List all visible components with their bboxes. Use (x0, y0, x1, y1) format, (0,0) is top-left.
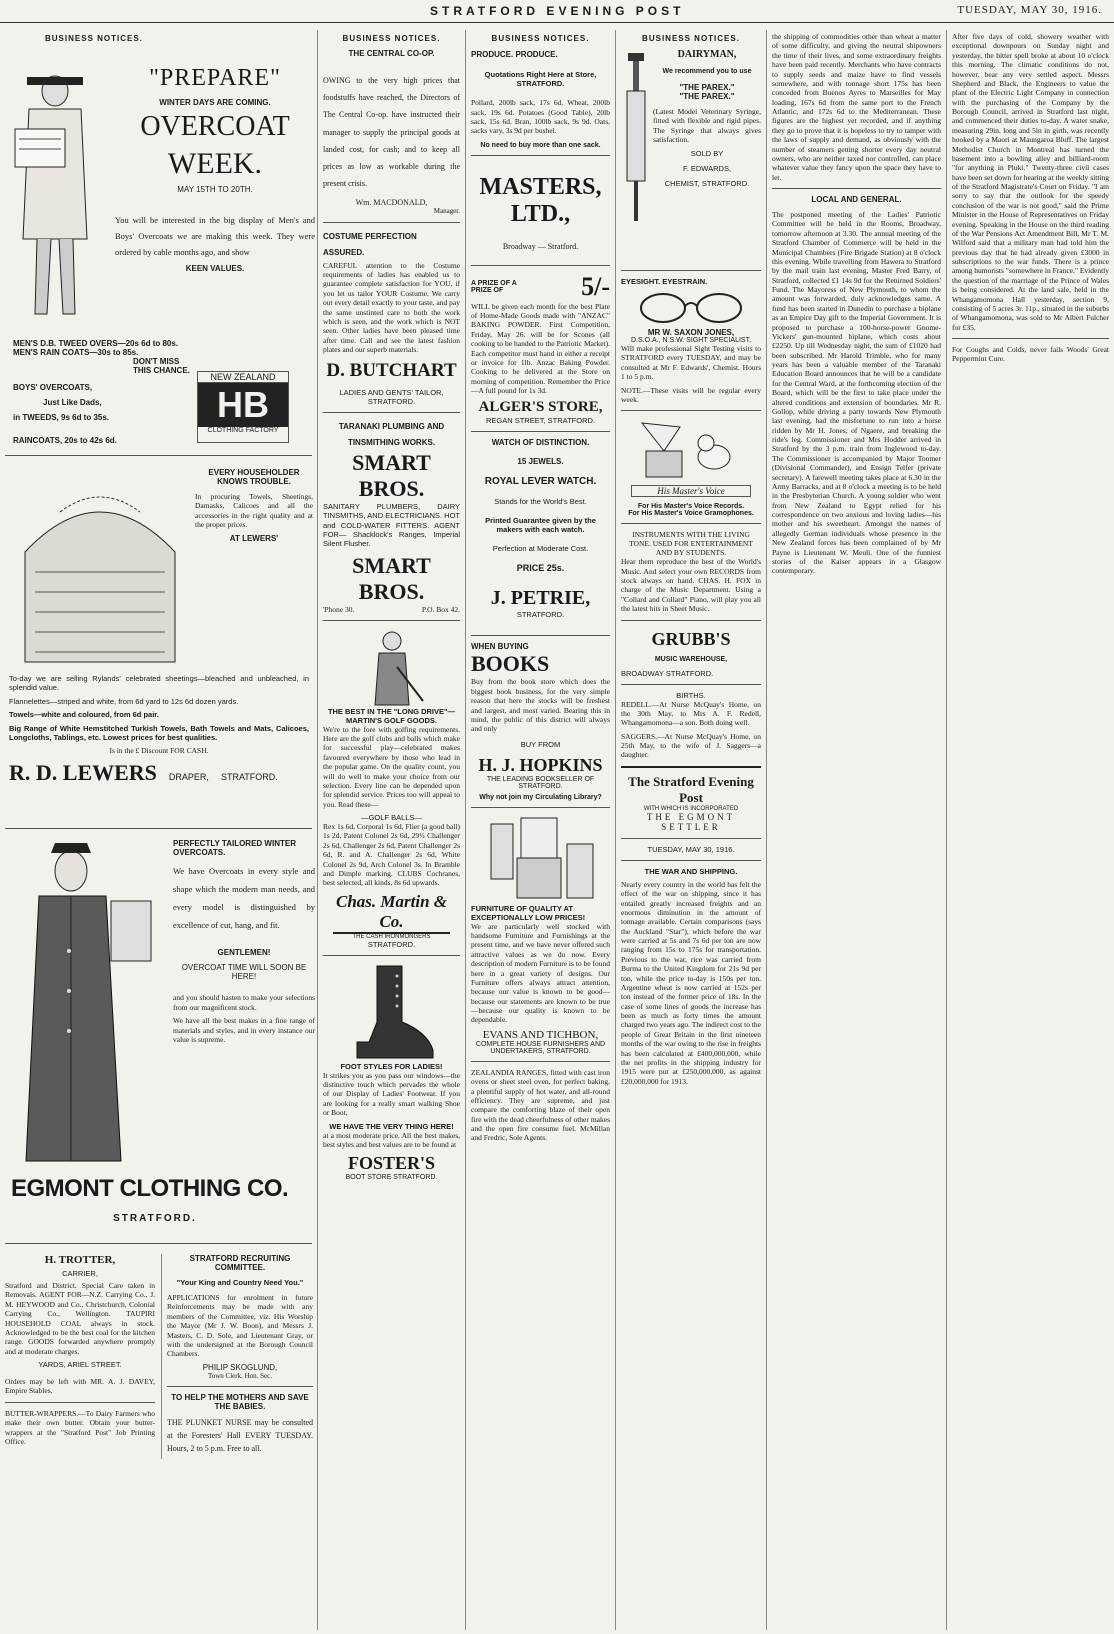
sold-by: SOLD BY (690, 148, 724, 158)
recommend: We recommend you to use (662, 68, 752, 75)
fosters-sub: BOOT STORE STRATFORD. (345, 1174, 438, 1182)
saxon-sub: D.S.O.A., N.S.W. SIGHT SPECIALIST, (630, 337, 752, 344)
produce-list: Pollard, 200lb sack, 17s 6d. Wheat, 200lb sack, 19s 6d. Potatoes (Good Table), 20lb sack, 15s 6d. Bran, 100lb sack, 9s 9d. Oats, sacks vary, 3s 9d per bushel. (471, 98, 610, 136)
smart-bros-2: SMART BROS. (352, 552, 431, 604)
paper-date: TUESDAY, MAY 30, 1916. (647, 844, 735, 854)
golf-balls-heading: —GOLF BALLS— (361, 813, 422, 823)
overcoat-time: OVERCOAT TIME WILL SOON BE HERE! (181, 963, 307, 982)
price-line-6: in TWEEDS, 9s 6d to 35s. (13, 413, 110, 422)
masters-ltd: LTD., (510, 200, 571, 227)
price-line-4: BOYS' OVERCOATS, (13, 383, 93, 392)
plunket-body: THE PLUNKET NURSE may be consulted at the Foresters' Hall EVERY TUESDAY. Hours, 2 to 5 p.m. Free to all. (167, 1418, 313, 1453)
evans-sub: COMPLETE HOUSE FURNISHERS AND UNDERTAKERS, STRATFORD. (475, 1040, 606, 1055)
prepare-heading: "PREPARE" (149, 65, 281, 91)
recruiting-ad (161, 1254, 313, 1459)
watch-jewels: 15 JEWELS. (517, 457, 564, 467)
masthead-title: STRATFORD EVENING POST (430, 4, 685, 18)
column-3 (466, 30, 616, 1630)
edwards-name: F. EDWARDS, (682, 163, 732, 173)
householder-heading: EVERY HOUSEHOLDER KNOWS TROUBLE. (208, 468, 300, 486)
eyesight-heading: EYESIGHT. EYESTRAIN. (621, 277, 708, 286)
war-shipping-title: THE WAR AND SHIPPING. (644, 866, 738, 876)
butter-wrappers: BUTTER-WRAPPERS.—To Dairy Farmers who make their own butter. Obtain your butter-wrappers at the "Stratford Post" Job Printing Office. (5, 1408, 155, 1446)
masters-name: MASTERS, (479, 173, 602, 200)
parex-1: "THE PAREX." (679, 83, 735, 92)
watch-perfection: Perfection at Moderate Cost. (492, 544, 589, 554)
man-in-overcoat-illustration (11, 841, 186, 1171)
paper-name: The Stratford Evening Post (628, 773, 754, 805)
local-general-body: The postponed meeting of the Ladies' Patriotic Committee will be held in the Rooms, Broadway, tomorrow afternoon at 3.30. The annual meeting of the Stratford Chamber of Commerce will be held in the Municipal Chambers (Fire Brigade Station) at 8 o'clock this evening. While travelling from Hawera to Stratford by the mail train last evening, Master Fred Barry, of Stratford, collected £1 14s 9d for the Returned Soldiers' Fund. The Mayoress of New Plymouth, to whom the amount was forwarded, duly acknowledges same. A fund has been started in Dunedin to purchase a biplane as an Empire Day gift to the Imperial Government. It is proposed to purchase a 100-horse-power Gnome-Vickers' gun-mounted biplane, which costs about £2250. Up till Wednesday night, the sum of £1020 had been subscribed. Mr Harold Trimble, who for many years has been a valuable member of the Taranaki Education Board announces that he will be a candidate for the Central Ward, at the forthcoming election of the Board, which will be the first to take place under the altered conditions and extension of boundaries. Mr R. Gollop, while driving a party towards New Plymouth last evening, had the misfortune to run into a horse ridden by Mr H. Jones, of Ngaere, and breaking the ride's leg. Commissioner and Mrs Hodder arrived in Stratford by the 3 p.m. train from Inglewood to-day. The Commissioner is accompanied by Major Toomer (Divisional Commander), and Ensign Telfer (private secretary). A farewell meeting takes place at 6.30 in the Army Barracks, and at 8 o'clock a meeting is to be held in the Presbyterian Church. A young soldier who went from New Zealand to Egypt relied for his correspondence on two anxious and loving ladies—his mother and his sweetheart. Amongst the names of allegedly German individuals whose presence in the New Zealand forces has been complained of by Mr Payne is Lieutenant W. Meuli. One of the funniest stories of the Kaiser appears in a Glasgow contemporary. (772, 210, 941, 576)
smart-body: SANITARY PLUMBERS, DAIRY TINSMITHS, AND ELECTRICIANS. HOT and COLD-WATER FITTERS. AGENT FOR— Shacklock's Ranges, Imperial Silent Flusher. (323, 501, 460, 549)
column-4 (616, 30, 767, 1630)
masthead-date: TUESDAY, MAY 30, 1916. (957, 4, 1102, 16)
section-header: BUSINESS NOTICES. (342, 34, 441, 43)
no-need: No need to buy more than one sack. (480, 141, 601, 149)
ladies-boot-illustration (347, 962, 437, 1062)
recruit-title: STRATFORD RECRUITING COMMITTEE. (189, 1254, 291, 1272)
column-6-body: After five days of cold, showery weather with exceptional downpours on Sunday night and yesterday, the bitter spell broke at about 10 o'clock this morning. The climatic conditions do not, however, bear any very settled aspect. Messrs Shepherd and Black, the Engineers to value the plant of the Electric Light Company in connection with the purchasing of the Company by the Borough Council, arrived in Stratford last night, and commenced their duties to-day. A water snake, measuring 29in. long and 5in in girth, was recently hooked by a Maori at Maungaroa Bluff. The largest Methodist Church in Montreal has turned the basement into a bowling alley and billiard-room "for anything in Pluki." Twenty-three civil cases have been set down for hearing at the weekly sitting of the Stratford Magistrate's Court on Friday. "I am sorry to say that the outlook for the speedy conclusion of the war is not good," said the Prime Minister in the House of Representatives on Friday evening. Speaking in the House on the third reading of the War Pensions Act Amendment Bill, Mr T. M. Wilford said that a military man had told him the previous day that he had already given £3000 in subscriptions to the war funds. There is a prince among humorists "somewhere in France." Evidently the question of the marriage of the Prince of Wales is being considered. At the land sale, held in the Whangamomona Hall yesterday, section 9, consisting of 5 acres 3r. 11p., situated in the suburbs of Whangamomona, was sold to Mr Albert Fulcher for £35. (952, 32, 1109, 332)
books-body: Buy from the book store which does the biggest book business, for the very simple reason that here the stocks will be freshest and largest, and most varied. Bearing this in mind, the public of this district will always and only (471, 677, 610, 734)
lewers-draper: DRAPER, (168, 771, 209, 782)
trotter-body: Stratford and District. Special Care taken in Removals. AGENT FOR—N.Z. Carrying Co., J. M. HEYWOOD and Co., Christchurch, Colonial Carrying Co., Wellington. TAUPIRI HOUSEHOLD COAL always in stock. Acknowledged to be the best coal for the kitchen range. GOODS forwarded anywhere promptly and at moderate charges. (5, 1281, 155, 1356)
column-1 (0, 30, 318, 1630)
martin-logo: Chas. Martin & Co. (333, 892, 450, 934)
hmv-gramophones: For His Master's Voice Gramophones. (628, 510, 754, 518)
coop-sign: Wm. MACDONALD, (355, 198, 428, 208)
price-line-2: MEN'S RAIN COATS—30s to 85s. (13, 348, 139, 357)
parex-2: "THE PAREX." (679, 92, 735, 101)
algers-street: REGAN STREET, STRATFORD. (485, 416, 596, 426)
local-general-title: LOCAL AND GENERAL. (811, 195, 902, 204)
watch-price: PRICE 25s. (516, 563, 565, 574)
hasten-text: and you should hasten to make your selections from our magnificent stock. (173, 993, 315, 1012)
coop-body: OWING to the very high prices that foodstuffs have reached, the Directors of The Central Co-op. have instructed their manager to supply the principal goods at landed cost, for cash; and to keep all prices as low as workable during the present crisis. (323, 76, 460, 189)
golf-body: We're to the fore with golfing requirements. Here are the golf clubs and balls which make for successful play—celebrated makes favoured everywhere by those who lead in the popular game. On the quality count, you will do well to make your choice from our selection. Every line can be depended upon for splendid service. Prices too will appeal to you. Read these— (323, 724, 460, 809)
golf-title: THE BEST IN THE "LONG DRIVE"— MARTIN'S GOLF GOODS. (327, 706, 456, 725)
smart-bros-1: SMART BROS. (352, 449, 431, 501)
grubbs-broadway: BROADWAY STRATFORD. (621, 668, 714, 678)
edwards-chemist: CHEMIST, STRATFORD. (664, 178, 750, 188)
at-lewers: AT LEWERS' (229, 533, 279, 543)
recruit-sign: PHILIP SKOGLUND, (202, 1362, 278, 1372)
furniture-body: We are particularly well stocked with handsome Furniture and Furnishings at the present time, and we have never offered such attractive values as we do now. Every description of modern Furniture is to be found here in a great variety of designs. Our Furniture offers always attract attention, because our value is known to be good—because our statements are known to be true—because our quality is known to be dependable. (471, 921, 610, 1025)
column-5 (767, 30, 947, 1630)
lewers-line-5: Is in the £ Discount FOR CASH. (109, 746, 209, 756)
prize-amount: 5/- (581, 271, 610, 301)
furniture-title: FURNITURE OF QUALITY AT EXCEPTIONALLY LOW PRICES! (471, 903, 586, 922)
egmont-name: EGMONT CLOTHING CO. (11, 1175, 289, 1202)
watch-stands: Stands for the World's Best. (494, 497, 587, 507)
watch-title: WATCH OF DISTINCTION. (491, 438, 590, 448)
column-2 (318, 30, 466, 1630)
cough-remedy: For Coughs and Colds, never fails Woods' Great Peppermint Cure. (952, 345, 1109, 364)
prize-body: WILL be given each month for the best Plate of Home-Made Goods made with "ANZAC" BAKING POWDER. First Competition, Friday, May 26. will be for Scones (all cooking to be handed to the Patriotic Market). Each competitor must hand in either a receipt or invoice for 1lb. Anzac Baking Powder. Cooking to be delivered at the Store on morning of competition. Remember the Price—A full pound for 1s 3d. (471, 301, 610, 396)
saxon-name: MR W. SAXON JONES, (647, 328, 735, 337)
overcoat-heading: OVERCOAT (140, 111, 290, 142)
saxon-note: NOTE.—These visits will be regular every week. (621, 385, 761, 404)
instruments: INSTRUMENTS WITH THE LIVING TONE. USED FOR ENTERTAINMENT AND BY STUDENTS. (629, 530, 753, 558)
hopkins-sub: THE LEADING BOOKSELLER OF STRATFORD. (486, 775, 595, 790)
martin-sub: THE CASH IRONMONGERS (352, 933, 431, 940)
coop-manager: Manager. (433, 207, 460, 216)
hmv-body: Hear them reproduce the best of the World's Music. And select your own RECORDS from stock always on hand. CHAS. H. FOX in charge of the Music Department. Using a "Collard and Collard" Piano, will play you all the latest hits in Sheet Music. (621, 557, 761, 614)
martin-town: STRATFORD. (367, 939, 416, 949)
egmont-town: STRATFORD. (113, 1213, 197, 1224)
price-line-3: DON'T MISS THIS CHANCE. (133, 357, 190, 375)
egmont-clothing-ad (5, 835, 315, 1235)
trotter-carrier: CARRIER, (62, 1269, 98, 1278)
price-line-7: RAINCOATS, 20s to 42s 6d. (13, 436, 117, 445)
masthead (0, 0, 1114, 23)
butchart-name: D. BUTCHART (326, 360, 457, 382)
grubbs-name: GRUBB'S (651, 628, 731, 649)
prize-label: A PRIZE OF A PRIZE OF (471, 279, 517, 294)
recruit-clerk: Town Clerk. Hon. Sec. (207, 1371, 273, 1380)
smart-pobox: P.O. Box 42. (421, 604, 460, 614)
householder-body: In procuring Towels, Sheetings, Damasks, Calicoes and all the accessories in the right quality and at the proper prices. (195, 492, 313, 530)
recruit-quote: "Your King and Country Need You." (176, 1278, 304, 1287)
best-makes-text: We have all the best makes in a fine range of materials and styles, and in every instance our value is supreme. (173, 1016, 315, 1044)
plunket-title: TO HELP THE MOTHERS AND SAVE THE BABIES. (171, 1393, 309, 1412)
hopkins-library: Why not join my Circulating Library? (479, 793, 602, 801)
trotter-yards: YARDS, ARIEL STREET. (38, 1360, 122, 1369)
war-shipping-continued: the shipping of commodities other than wheat a matter of some difficulty, and giving the neutral shipowners the time of their lives, and some extraordinary freights have been paid recently. Merchants who have contracts to supply seeds and maize have to find vessels somewhere, and with tonnage short 175s has been conceded from Buenos Ayres to Marseilles for May loading, 167s 6d from the same port to the French Atlantic, and 172s 6d to the Mediterranean. These figures are the highest yet recorded, and if anything they go to prove that it is hopeless to try to tamper with the laws of supply and demand, as obviously with the number of steamers getting shorter every day neutral owners, who are neither taxed nor controlled, can place whatever value they fancy upon the space they have to let. (772, 32, 941, 182)
fosters-name: FOSTER'S (347, 1153, 436, 1174)
lewers-town: STRATFORD. (220, 771, 278, 782)
books-heading: BOOKS (471, 651, 550, 677)
gentlemen: GENTLEMEN! (217, 948, 271, 958)
foot-title: FOOT STYLES FOR LADIES! (340, 1061, 443, 1071)
section-header: BUSINESS NOTICES. (642, 34, 740, 43)
gramophone-dog-illustration (636, 417, 746, 483)
grubbs-music: MUSIC WAREHOUSE, (654, 655, 728, 663)
hb-logo: NEW ZEALAND HB CLOTHING FACTORY (197, 371, 289, 443)
evans-name: EVANS AND TICHBON, (482, 1028, 599, 1041)
lewers-ad (5, 462, 312, 822)
lewers-line-3: Towels—white and coloured, from 6d pair. (9, 710, 159, 720)
price-line-1: MEN'S D.B. TWEED OVERS—20s 6d to 80s. (13, 339, 179, 348)
quotations: Quotations Right Here at Store, STRATFORD. (484, 70, 597, 89)
incorporated: WITH WHICH IS INCORPORATED (643, 805, 739, 812)
rd-lewers-name: R. D. LEWERS (9, 759, 157, 785)
petrie-name: J. PETRIE, (490, 587, 591, 610)
saxon-body: Will make professional Sight Testing visits to STRATFORD every TUESDAY, and may be consulted at Mr F. Edwards', Chemist. Hours 1 to 5 p.m. (621, 344, 761, 382)
war-shipping-body: Nearly every country in the world has felt the effect of the war on shipping, since it has entailed greatly increased freights and an enormous diminution in the amount of tonnage available. Certain comparisons (says the Auckland "Star"), which before the war were carried at 5s and 7s 6d per ton are now ranging from 15s to 175s for transportation. Previous to the war, rice was carried from Burma to the United Kingdom for 21s 9d per ton, while the price to-day is 150s per ton. Argentine wheat is now carried at 152s per ton instead of the former price of 18s. In the case of some lines of goods the increase has been as much as forty times the amount charged two years ago. The indirect cost to the people of Great Britain in the first nineteen months of the war owing to the rise in freights has been calculated at £400,000,000, while the net profits in the shipping industry for 1915 were put at £250,000,000, as against £20,000,000 for 1913. (621, 879, 761, 1086)
week-heading: WEEK. (167, 147, 263, 180)
golfer-illustration (357, 627, 427, 707)
winter-days: WINTER DAYS ARE COMING. (159, 98, 271, 107)
price-line-5: Just Like Dads, (43, 398, 102, 407)
costume-body: CAREFUL attention to the Costume requirements of ladies has enabled us to guarantee complete satisfaction for YOU, if you let us tailor YOUR Costume. We carry out every detail exactly to your taste, and pay the same unstinted care to both the work which is seen, and the work which is NOT seen. Other ladies have been pleased time after time. Call and see the latest fashion plates and our superb materials. (323, 260, 460, 355)
foot-price: at a most moderate price. All the best makes, best styles and best values are to be found at (323, 1130, 460, 1149)
lewers-line-2: Flannelettes—striped and white, from 6d yard to 12s 6d dozen yards. (9, 696, 239, 706)
trotter-orders: Orders may be left with MR. A. J. DAVEY, Empire Stables. (5, 1377, 155, 1396)
dairyman: DAIRYMAN, (677, 49, 737, 60)
week-dates: MAY 15TH TO 20TH. (177, 185, 253, 194)
overcoat-ad (5, 49, 315, 445)
produce-heading: PRODUCE. PRODUCE. (471, 50, 558, 59)
petrie-town: STRATFORD. (516, 610, 565, 620)
buy-from: BUY FROM (520, 739, 561, 749)
plumbing-title: TARANAKI PLUMBING AND TINSMITHING WORKS. (338, 422, 445, 447)
column-6 (947, 30, 1114, 1630)
watch-printed: Printed Guarantee given by the makers with each watch. (485, 516, 596, 535)
hmv-banner: His Master's Voice (631, 485, 751, 497)
linen-stack-illustration (5, 472, 195, 667)
foot-body: It strikes you as you pass our windows—the distinctive touch which pervades the whole of our Display of Ladies' Footwear. If you are looking for a really smart walking Shoe or Boot, (323, 1070, 460, 1118)
man-reading-illustration (7, 69, 102, 329)
parex-body: (Latest Model Veterinary Syringe, fitted with flexible and rigid pipes. The Syringe that always gives satisfaction. (653, 107, 761, 145)
hmv-records: For His Master's Voice Records. (637, 503, 745, 511)
algers-name: ALGER'S STORE, (478, 399, 603, 416)
spectacles-illustration (631, 290, 751, 324)
keen-values: KEEN VALUES. (185, 264, 245, 274)
trotter-name: H. TROTTER, (44, 1254, 116, 1266)
when-buying: WHEN BUYING (471, 642, 529, 652)
golf-list: Rex 1s 6d, Corporal 1s 6d, Flier (a good ball) 1s 2d, Patent Colonel 2s 6d, 29½ Challenger 2s 6d, Challenger 2s 6d, Patent Challenger 2s 6d, R. and A. Challenger 2s 6d, White Colonel 2s 9d, Arch Colonel 3s. In Bramble and Dimple marking. CLUBS Cochranes, best selected, all kinds, 8s 6d upwards. (323, 822, 460, 888)
foot-here: WE HAVE THE VERY THING HERE! (329, 1121, 454, 1131)
masters-broadway: Broadway — Stratford. (502, 241, 579, 251)
lewers-line-1: To-day we are selling Rylands' celebrated sheetings—bleached and unbleached, in splendid value. (9, 674, 309, 693)
watch-lever: ROYAL LEVER WATCH. (484, 476, 597, 488)
birth-saggers: SAGGERS.—At Nurse McQuay's Home, on 25th May, to the wife of J. Saggers—a daughter. (621, 731, 761, 760)
furniture-illustration (481, 814, 601, 904)
births-heading: BIRTHS. (676, 690, 706, 700)
coop-title: THE CENTRAL CO-OP. (348, 49, 435, 58)
lewers-line-4: Big Range of White Hemstitched Turkish Towels, Bath Towels and Mats, Calicoes, Longcloths, Tablings, etc. Lowest prices for best qualities. (9, 723, 309, 742)
trotter-ad (5, 1254, 155, 1450)
section-header: BUSINESS NOTICES. (45, 34, 143, 43)
birth-redell: REDELL.—At Nurse McQuay's Home, on the 30th May, to Mrs A. F. Redell, Whangamomona—a son. Both doing well. (621, 699, 761, 728)
costume-title: COSTUME PERFECTION ASSURED. (323, 231, 417, 257)
butchart-sub: LADIES AND GENTS' TAILOR, STRATFORD. (339, 388, 444, 407)
overcoat-body: You will be interested in the big display of Men's and Boys' Overcoats we are making this week. They were ordered by cable months ago, and show (115, 215, 315, 258)
hopkins-name: H. J. HOPKINS (478, 754, 603, 775)
tailored-body: We have Overcoats in every style and shape which the modern man needs, and every model is distinguished by excellence of cut, hang, and fit. (173, 866, 315, 930)
egmont-settler: THE EGMONT SETTLER (646, 811, 736, 832)
smart-phone: 'Phone 30. (323, 604, 355, 614)
syringe-illustration (623, 53, 649, 223)
zealandia-ranges: ZEALANDIA RANGES, fitted with cast iron ovens or sheet steel oven, for perfect baking, a plentiful supply of hot water, and all-round efficiency. They are supreme, and just compare the comforting blaze of their open fire with the dead cheerfulness of other makes and the open fire consume fuel. McMillan and Fredric, Sole Agents. (471, 1067, 610, 1143)
section-header: BUSINESS NOTICES. (491, 34, 590, 43)
tailored-heading: PERFECTLY TAILORED WINTER OVERCOATS. (173, 839, 296, 857)
recruit-body: APPLICATIONS for enrolment in future Reinforcements may be made with any members of the Committee, viz. His Worship the Mayor (Mr J. W. Boon), and Messrs J. Masters, C. D. Sole, and Lieutenant Gray, or with the undersigned at the Borough Council Chambers. (167, 1293, 313, 1359)
